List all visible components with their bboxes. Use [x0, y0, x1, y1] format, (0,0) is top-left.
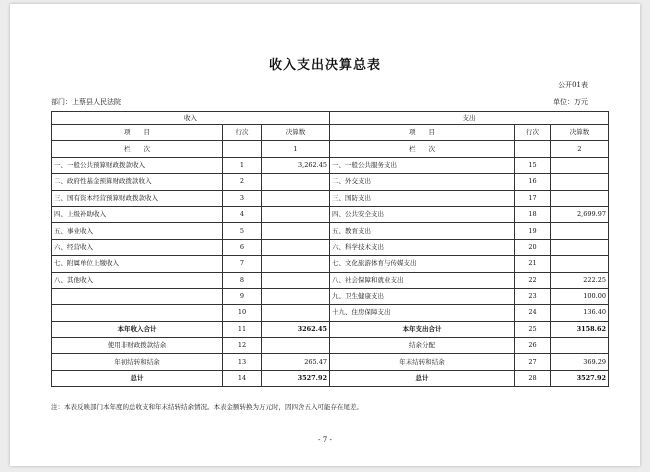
expense-item-cell: 三、国防支出 — [330, 190, 515, 206]
income-amount-cell: 3527.92 — [262, 370, 330, 386]
empty-cell — [223, 141, 262, 157]
income-amount-cell — [262, 338, 330, 354]
income-line-cell: 11 — [223, 321, 262, 337]
income-line-cell: 12 — [223, 338, 262, 354]
income-line-cell: 1 — [223, 157, 262, 173]
expense-amount-cell — [551, 174, 609, 190]
column-header-row — [52, 125, 609, 141]
income-item-cell: 一、一般公共预算财政拨款收入 — [52, 157, 223, 173]
item-header: 项 目 — [330, 125, 515, 141]
table-row — [52, 272, 609, 288]
lanci-label: 栏 次 — [330, 141, 515, 157]
summary-row — [52, 354, 609, 370]
expense-line-cell: 22 — [515, 272, 551, 288]
expense-item-cell: 六、科学技术支出 — [330, 239, 515, 255]
empty-cell — [515, 141, 551, 157]
form-number: 公开01表 — [558, 81, 588, 89]
amount-header: 决算数 — [262, 125, 330, 141]
income-amount-cell — [262, 223, 330, 239]
expense-amount-cell: 3527.92 — [551, 370, 609, 386]
column-index: 1 — [262, 141, 330, 157]
expense-amount-cell: 136.40 — [551, 305, 609, 321]
expense-amount-cell — [551, 157, 609, 173]
income-amount-cell — [262, 288, 330, 304]
expense-item-cell: 九、卫生健康支出 — [330, 288, 515, 304]
income-line-cell: 10 — [223, 305, 262, 321]
expense-item-cell: 五、教育支出 — [330, 223, 515, 239]
income-amount-cell — [262, 190, 330, 206]
expense-item-cell: 总计 — [330, 370, 515, 386]
table-row — [52, 190, 609, 206]
expense-amount-cell: 3158.62 — [551, 321, 609, 337]
income-item-cell: 七、附属单位上缴收入 — [52, 256, 223, 272]
income-amount-cell — [262, 174, 330, 190]
expense-line-cell: 27 — [515, 354, 551, 370]
income-item-cell: 六、经营收入 — [52, 239, 223, 255]
document-page — [10, 4, 640, 466]
table-row — [52, 239, 609, 255]
expense-line-cell: 24 — [515, 305, 551, 321]
expense-line-cell: 21 — [515, 256, 551, 272]
income-expense-table — [51, 111, 609, 387]
income-item-cell — [52, 305, 223, 321]
expense-amount-cell: 100.00 — [551, 288, 609, 304]
expense-item-cell: 七、文化旅游体育与传媒支出 — [330, 256, 515, 272]
table-row — [52, 223, 609, 239]
expense-amount-cell — [551, 256, 609, 272]
income-line-cell: 13 — [223, 354, 262, 370]
income-amount-cell — [262, 305, 330, 321]
expense-line-cell: 17 — [515, 190, 551, 206]
expense-item-cell: 八、社会保障和就业支出 — [330, 272, 515, 288]
income-amount-cell: 3,262.45 — [262, 157, 330, 173]
income-item-cell: 总计 — [52, 370, 223, 386]
income-line-cell: 6 — [223, 239, 262, 255]
table-row — [52, 288, 609, 304]
income-item-cell: 四、上级补助收入 — [52, 206, 223, 222]
income-amount-cell — [262, 256, 330, 272]
lanci-label: 栏 次 — [52, 141, 223, 157]
expense-line-cell: 16 — [515, 174, 551, 190]
amount-header: 决算数 — [551, 125, 609, 141]
income-item-cell: 年初结转和结余 — [52, 354, 223, 370]
expense-line-cell: 18 — [515, 206, 551, 222]
expense-line-cell: 26 — [515, 338, 551, 354]
income-item-cell — [52, 288, 223, 304]
column-index: 2 — [551, 141, 609, 157]
expense-line-cell: 28 — [515, 370, 551, 386]
table-row — [52, 157, 609, 173]
expense-item-cell: 结余分配 — [330, 338, 515, 354]
income-line-cell: 7 — [223, 256, 262, 272]
expense-amount-cell: 369.29 — [551, 354, 609, 370]
department-label: 部门：上蔡县人民法院 — [51, 98, 121, 106]
table-row — [52, 206, 609, 222]
table-row — [52, 256, 609, 272]
income-amount-cell — [262, 272, 330, 288]
income-amount-cell: 3262.45 — [262, 321, 330, 337]
expense-line-cell: 15 — [515, 157, 551, 173]
expense-line-cell: 19 — [515, 223, 551, 239]
income-amount-cell — [262, 239, 330, 255]
expense-item-cell: 一、一般公共服务支出 — [330, 157, 515, 173]
expense-header: 支出 — [330, 112, 609, 125]
summary-row — [52, 338, 609, 354]
expense-item-cell: 十九、住房保障支出 — [330, 305, 515, 321]
expense-amount-cell — [551, 239, 609, 255]
income-line-cell: 2 — [223, 174, 262, 190]
income-line-cell: 4 — [223, 206, 262, 222]
line-header: 行次 — [223, 125, 262, 141]
income-item-cell: 八、其他收入 — [52, 272, 223, 288]
income-item-cell: 使用非财政拨款结余 — [52, 338, 223, 354]
income-item-cell: 二、政府性基金预算财政拨款收入 — [52, 174, 223, 190]
income-item-cell: 三、国有资本经营预算财政拨款收入 — [52, 190, 223, 206]
expense-amount-cell — [551, 190, 609, 206]
expense-amount-cell: 222.25 — [551, 272, 609, 288]
expense-line-cell: 23 — [515, 288, 551, 304]
page-title: 收入支出决算总表 — [268, 58, 381, 73]
summary-row — [52, 370, 609, 386]
line-header: 行次 — [515, 125, 551, 141]
income-amount-cell: 265.47 — [262, 354, 330, 370]
table-row — [52, 174, 609, 190]
income-amount-cell — [262, 206, 330, 222]
expense-amount-cell: 2,699.97 — [551, 206, 609, 222]
income-item-cell: 五、事业收入 — [52, 223, 223, 239]
income-line-cell: 14 — [223, 370, 262, 386]
page-number: - 7 - — [318, 436, 332, 444]
unit-label: 单位：万元 — [553, 98, 588, 106]
footnote: 注：本表反映部门本年度的总收支和年末结转结余情况。本表金额转换为万元时，因四舍五入可能存在尾差。 — [51, 403, 363, 411]
income-item-cell: 本年收入合计 — [52, 321, 223, 337]
summary-row — [52, 321, 609, 337]
income-line-cell: 3 — [223, 190, 262, 206]
income-header: 收入 — [52, 112, 330, 125]
income-line-cell: 8 — [223, 272, 262, 288]
income-line-cell: 9 — [223, 288, 262, 304]
expense-line-cell: 20 — [515, 239, 551, 255]
column-index-row — [52, 141, 609, 157]
expense-item-cell: 二、外交支出 — [330, 174, 515, 190]
expense-amount-cell — [551, 338, 609, 354]
expense-item-cell: 四、公共安全支出 — [330, 206, 515, 222]
expense-line-cell: 25 — [515, 321, 551, 337]
expense-item-cell: 年末结转和结余 — [330, 354, 515, 370]
expense-item-cell: 本年支出合计 — [330, 321, 515, 337]
expense-amount-cell — [551, 223, 609, 239]
income-line-cell: 5 — [223, 223, 262, 239]
item-header: 项 目 — [52, 125, 223, 141]
section-header-row — [52, 112, 609, 125]
table-row — [52, 305, 609, 321]
